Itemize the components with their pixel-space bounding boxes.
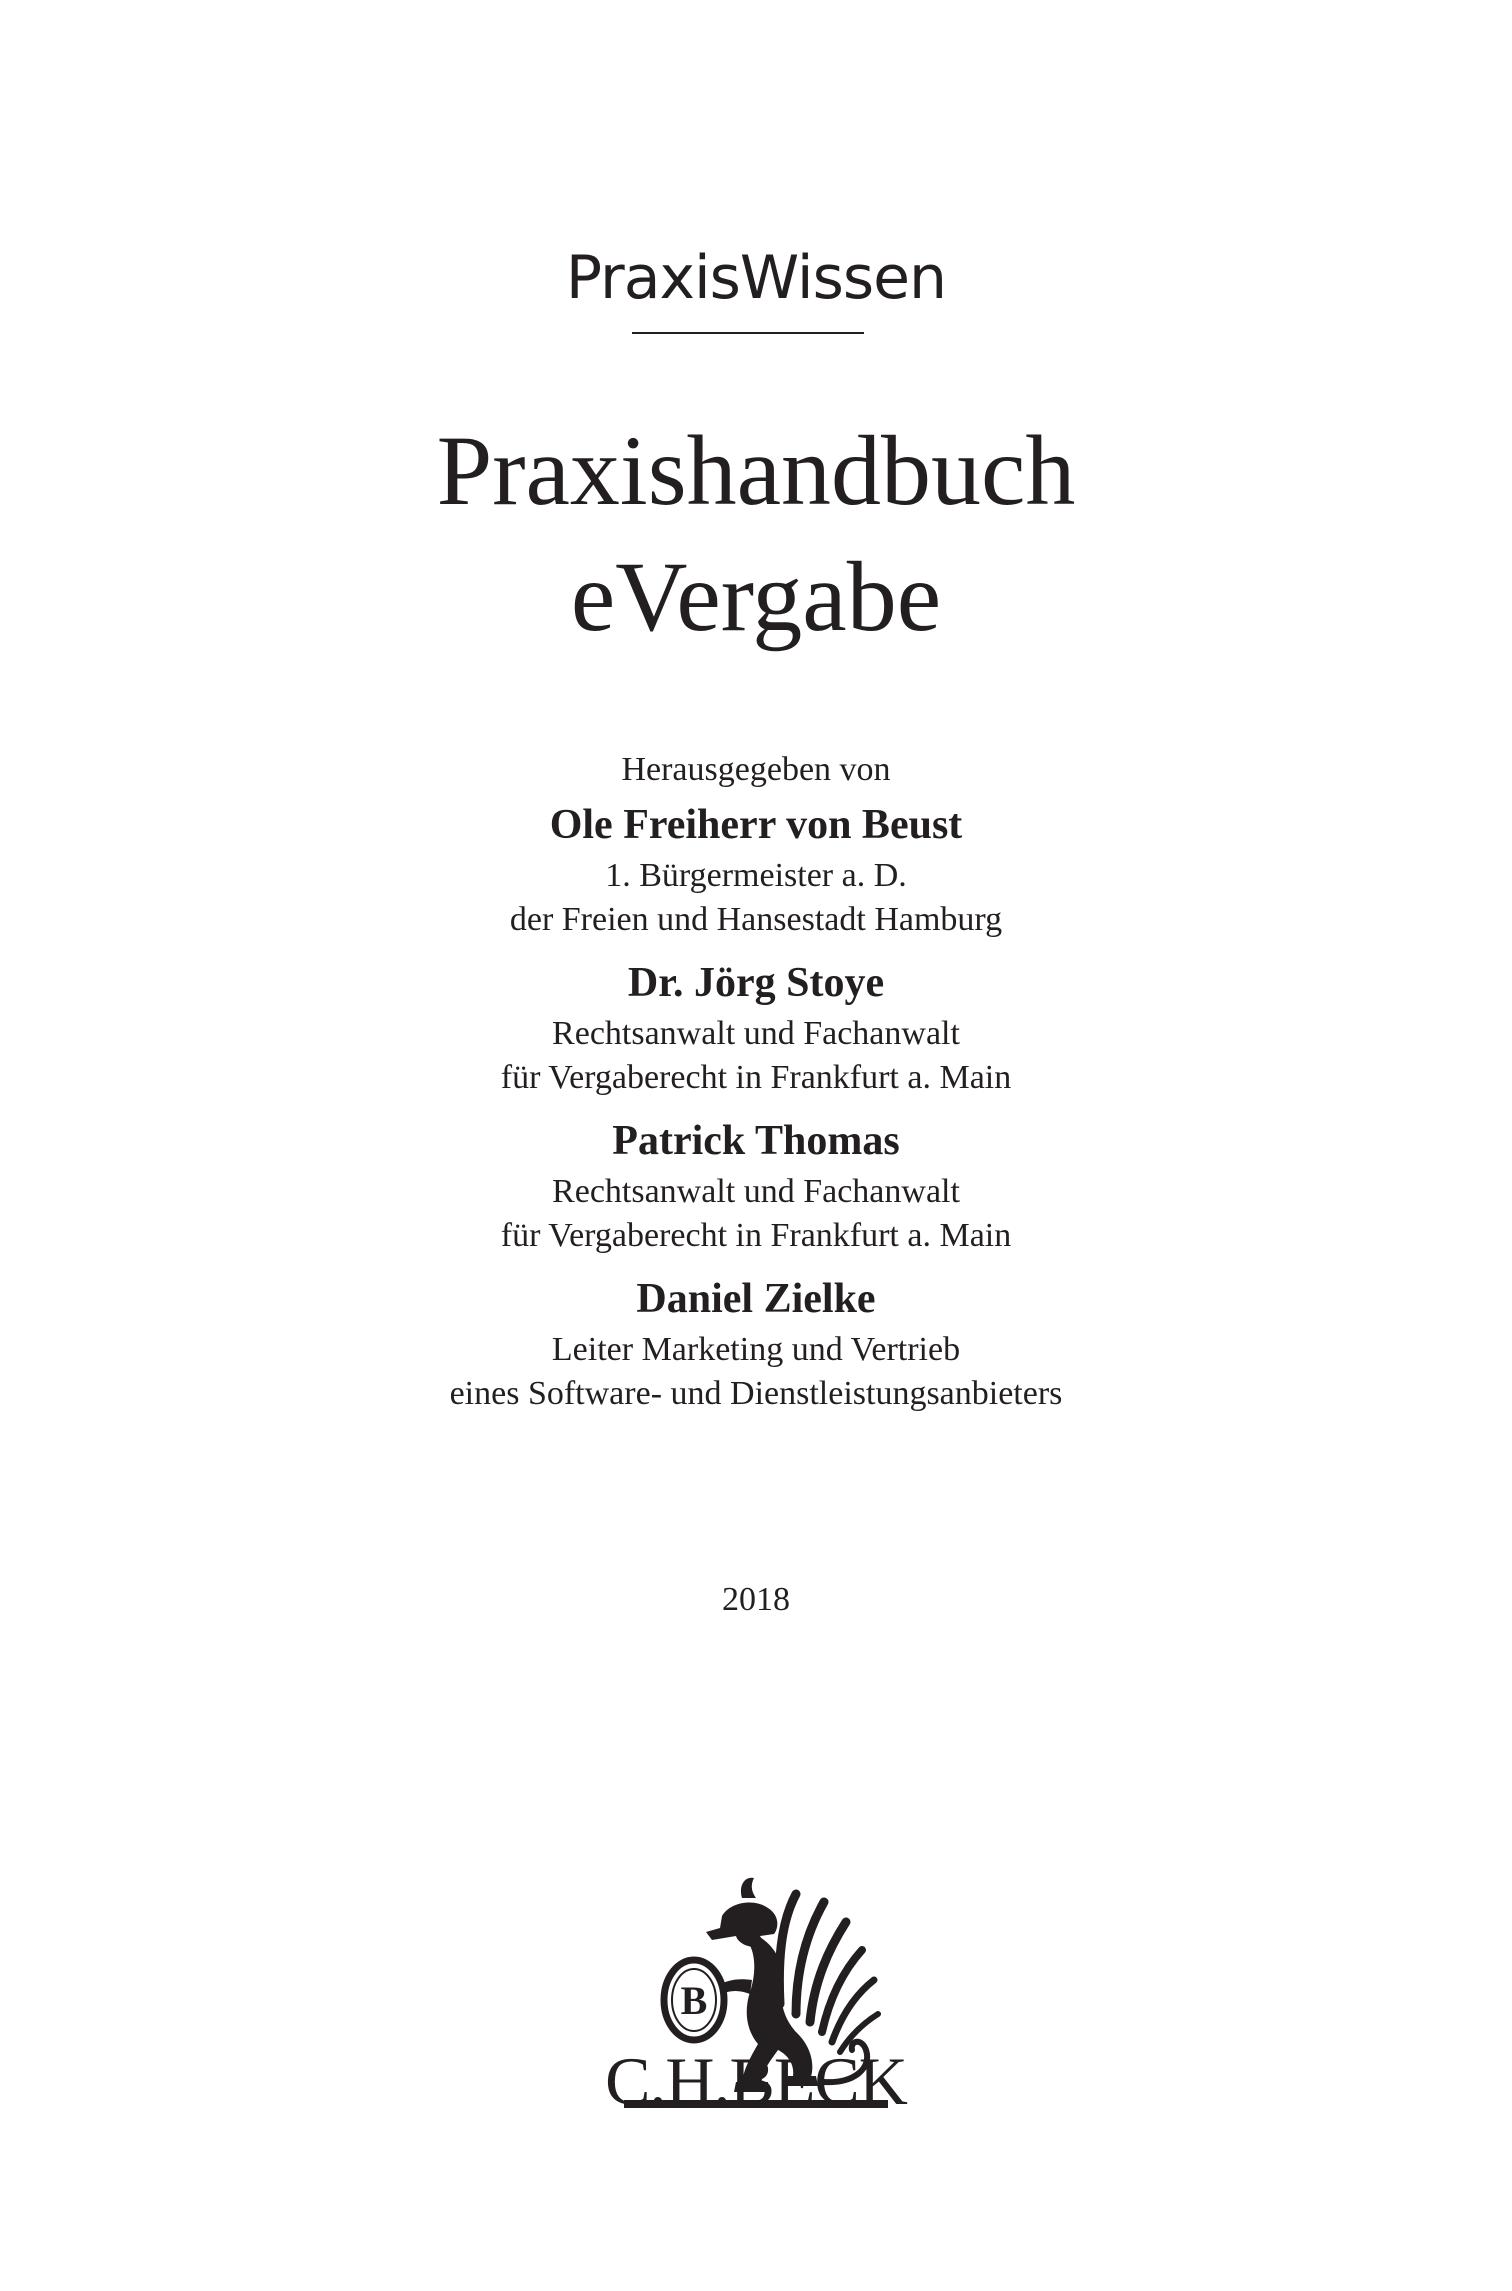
editor-affiliation: Rechtsanwalt und Fachanwalt: [552, 1173, 960, 1210]
editor-affiliation: eines Software- und Dienstleistungsanbieters: [449, 1375, 1063, 1412]
publication-year: 2018: [722, 1581, 790, 1618]
logo-monogram: B: [680, 1978, 708, 2023]
editor-affiliation: für Vergaberecht in Frankfurt a. Main: [500, 1217, 1012, 1254]
editor-affiliation: für Vergaberecht in Frankfurt a. Main: [500, 1059, 1012, 1096]
editor-name: Dr. Jörg Stoye: [627, 960, 885, 1006]
book-title-line-2: eVergabe: [570, 541, 942, 652]
editor-affiliation: 1. Bürgermeister a. D.: [605, 857, 907, 894]
editor-entry: [0, 796, 1512, 942]
editor-name: Daniel Zielke: [636, 1276, 876, 1322]
editor-entry: [0, 1270, 1512, 1416]
book-title: [0, 408, 1512, 660]
editors-section: [0, 748, 1512, 1428]
series-divider: [632, 332, 864, 334]
editor-entry: [0, 954, 1512, 1100]
editor-entry: [0, 1112, 1512, 1258]
editor-affiliation: Leiter Marketing und Vertrieb: [551, 1331, 961, 1368]
publisher-name: C.H.BECK: [605, 2043, 907, 2119]
editors-intro: Herausgegeben von: [621, 751, 891, 788]
editor-affiliation: der Freien und Hansestadt Hamburg: [509, 901, 1003, 938]
book-title-line-1: Praxishandbuch: [436, 415, 1076, 526]
series-title: PraxisWissen: [565, 243, 947, 313]
editor-name: Patrick Thomas: [612, 1118, 900, 1164]
editor-name: Ole Freiherr von Beust: [549, 802, 963, 848]
editor-affiliation: Rechtsanwalt und Fachanwalt: [552, 1015, 960, 1052]
